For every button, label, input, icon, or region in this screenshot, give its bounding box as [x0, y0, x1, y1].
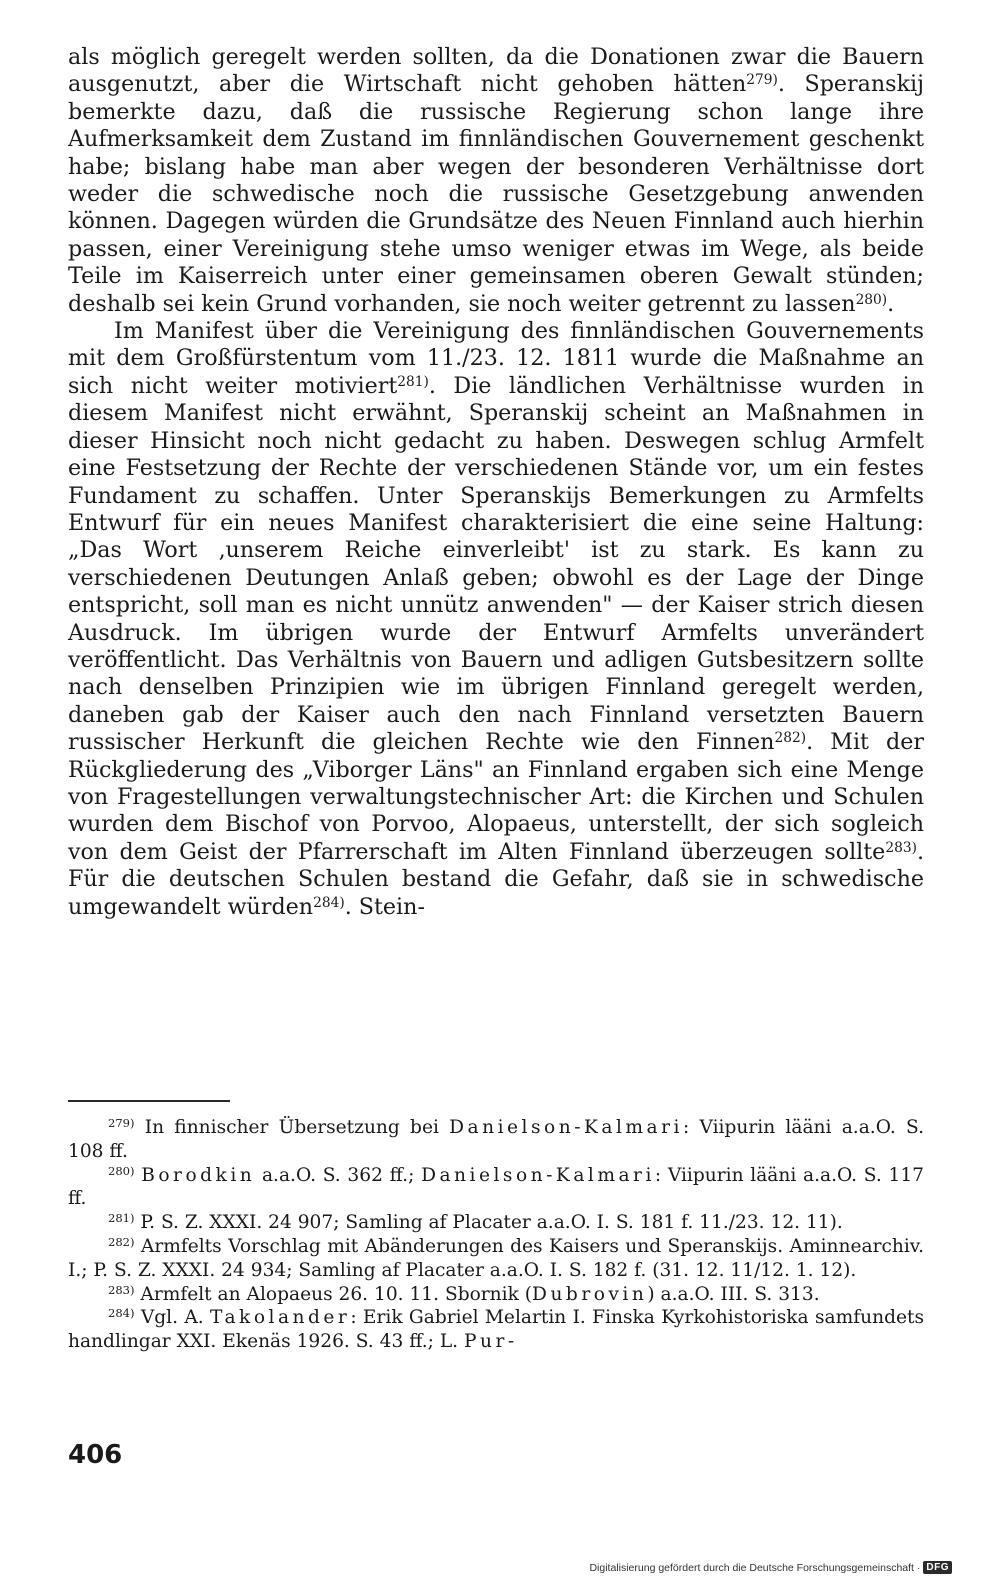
- footnote-ref[interactable]: 280): [855, 291, 888, 308]
- footnote-author: Dubrovin: [532, 1283, 648, 1305]
- footnote-number: 282): [108, 1235, 135, 1250]
- footnote-author: Takolander: [210, 1307, 351, 1329]
- credit-text: Digitalisierung gefördert durch die Deutsche Forschungsgemeinschaft ·: [589, 1561, 921, 1574]
- page-number: 406: [68, 1440, 123, 1470]
- paragraph-text: als möglich geregelt werden sollten, da die Donationen zwar die Bauern ausgenutzt, aber die Wirtschaft nicht gehoben hätten: [68, 44, 924, 98]
- footnote-text: ) a.a.O. III. S. 313.: [647, 1283, 820, 1305]
- footnotes: [68, 1116, 924, 1354]
- footnote-282: [68, 1235, 924, 1283]
- footnote-author: Pur-: [464, 1331, 518, 1353]
- footnote-number: 279): [108, 1116, 135, 1131]
- footnote-author: Danielson-Kalmari: [449, 1117, 683, 1138]
- footnote-divider: [68, 1100, 230, 1102]
- footnote-text: Vgl. A.: [134, 1307, 211, 1329]
- footnote-284: [68, 1306, 924, 1354]
- footnote-number: 281): [108, 1211, 135, 1226]
- paragraph-text: . Speranskij bemerkte dazu, daß die russische Regierung schon lange ihre Aufmerksamkeit dem Zustand im finnländischen Gouvernement geschenkt habe; bislang habe man aber wegen der besonderen Verhältnisse dort weder die schwedische noch die russische Gesetzgebung anwenden können. Dagegen würden die Grundsätze des Neuen Finnland auch hierhin passen, einer Vereinigung stehe umso weniger etwas im Wege, als beide Teile im Kaiserreich unter einer gemeinsamen oberen Gewalt stünden; deshalb sei kein Grund vorhanden, sie noch weiter getrennt zu lassen: [68, 71, 924, 317]
- paragraph-text: . Die ländlichen Verhältnisse wurden in diesem Manifest nicht erwähnt, Speranskij scheint an Maßnahmen in dieser Hinsicht noch nicht gedacht zu haben. Deswegen schlug Armfelt eine Festsetzung der Rechte der verschiedenen Stände vor, um ein festes Fundament zu schaffen. Unter Speranskijs Bemerkungen zu Armfelts Entwurf für ein neues Manifest charakterisiert die eine seine Haltung: „Das Wort ‚unserem Reiche einverleibt' ist zu stark. Es kann zu verschiedenen Deutungen Anlaß geben; obwohl es der Lage der Dinge entspricht, soll man es nicht unnütz anwenden" — der Kaiser strich diesen Ausdruck. Im übrigen wurde der Entwurf Armfelts unverändert veröffentlicht. Das Verhältnis von Bauern und adligen Gutsbesitzern sollte nach denselben Prinzipien wie im übrigen Finnland geregelt werden, daneben gab der Kaiser auch den nach Finnland versetzten Bauern russischer Herkunft die gleichen Rechte wie den Finnen: [68, 372, 924, 756]
- footnote-ref[interactable]: 281): [397, 374, 429, 390]
- paragraph-1: [68, 44, 924, 318]
- footnote-text: : Viipurin lääni a.a.O. S. 108 ff.: [68, 1117, 924, 1162]
- footnote-number: 280): [108, 1163, 135, 1178]
- footnote-text: Armfelts Vorschlag mit Abänderungen des Kaisers und Speranskijs. Aminnearchiv. I.; P. S. Z. XXXI. 24 934; Samling af Placater a.a.O. I. S. 182 f. (31. 12. 11/12. 1. 12).: [68, 1235, 924, 1281]
- paragraph-text: . Stein-: [344, 893, 425, 920]
- dfg-logo-icon: DFG: [923, 1561, 952, 1574]
- footnote-author: Borodkin: [141, 1164, 256, 1186]
- footnote-ref[interactable]: 284): [313, 894, 345, 911]
- footnote-281: [68, 1211, 924, 1235]
- footnote-ref[interactable]: 283): [885, 839, 917, 856]
- paragraph-2: [68, 318, 924, 921]
- footnote-text: In finnischer Übersetzung bei: [134, 1117, 450, 1138]
- footnote-number: 284): [108, 1306, 135, 1321]
- footnote-number: 283): [108, 1282, 135, 1297]
- footnote-ref[interactable]: 279): [746, 72, 778, 89]
- footnote-text: Armfelt an Alopaeus 26. 10. 11. Sbornik (: [134, 1283, 533, 1305]
- main-text: [68, 44, 924, 921]
- digitization-credit: [589, 1561, 952, 1574]
- footnote-279: [68, 1116, 924, 1164]
- footnote-text: : Viipurin lääni a.a.O. S. 117 ff.: [68, 1164, 924, 1210]
- footnote-ref[interactable]: 282): [774, 730, 807, 747]
- paragraph-text: .: [887, 290, 895, 317]
- footnote-text: P. S. Z. XXXI. 24 907; Samling af Placater a.a.O. I. S. 181 f. 11./23. 12. 11).: [134, 1212, 843, 1234]
- paragraph-text: . Für die deutschen Schulen bestand die Gefahr, daß sie in schwedische umgewandelt würden: [68, 838, 924, 920]
- footnote-text: : Erik Gabriel Melartin I. Finska Kyrkohistoriska samfundets handlingar XXI. Ekenäs 1926. S. 43 ff.; L.: [68, 1307, 924, 1353]
- paragraph-text: Im Manifest über die Vereinigung des finnländischen Gouvernements mit dem Großfürstentum vom 11./23. 12. 1811 wurde die Maßnahme an sich nicht weiter motiviert: [68, 318, 924, 399]
- footnote-author: Danielson-Kalmari: [421, 1164, 655, 1186]
- page-body: [68, 44, 924, 921]
- footnote-283: [68, 1283, 924, 1307]
- paragraph-text: . Mit der Rückgliederung des „Viborger Läns" an Finnland ergaben sich eine Menge von Fragestellungen verwaltungstechnischer Art: die Kirchen und Schulen wurden dem Bischof von Porvoo, Alopaeus, unterstellt, der sich sogleich von dem Geist der Pfarrerschaft im Alten Finnland überzeugen sollte: [68, 729, 924, 865]
- footnote-text: a.a.O. S. 362 ff.;: [255, 1164, 422, 1186]
- footnote-280: [68, 1164, 924, 1212]
